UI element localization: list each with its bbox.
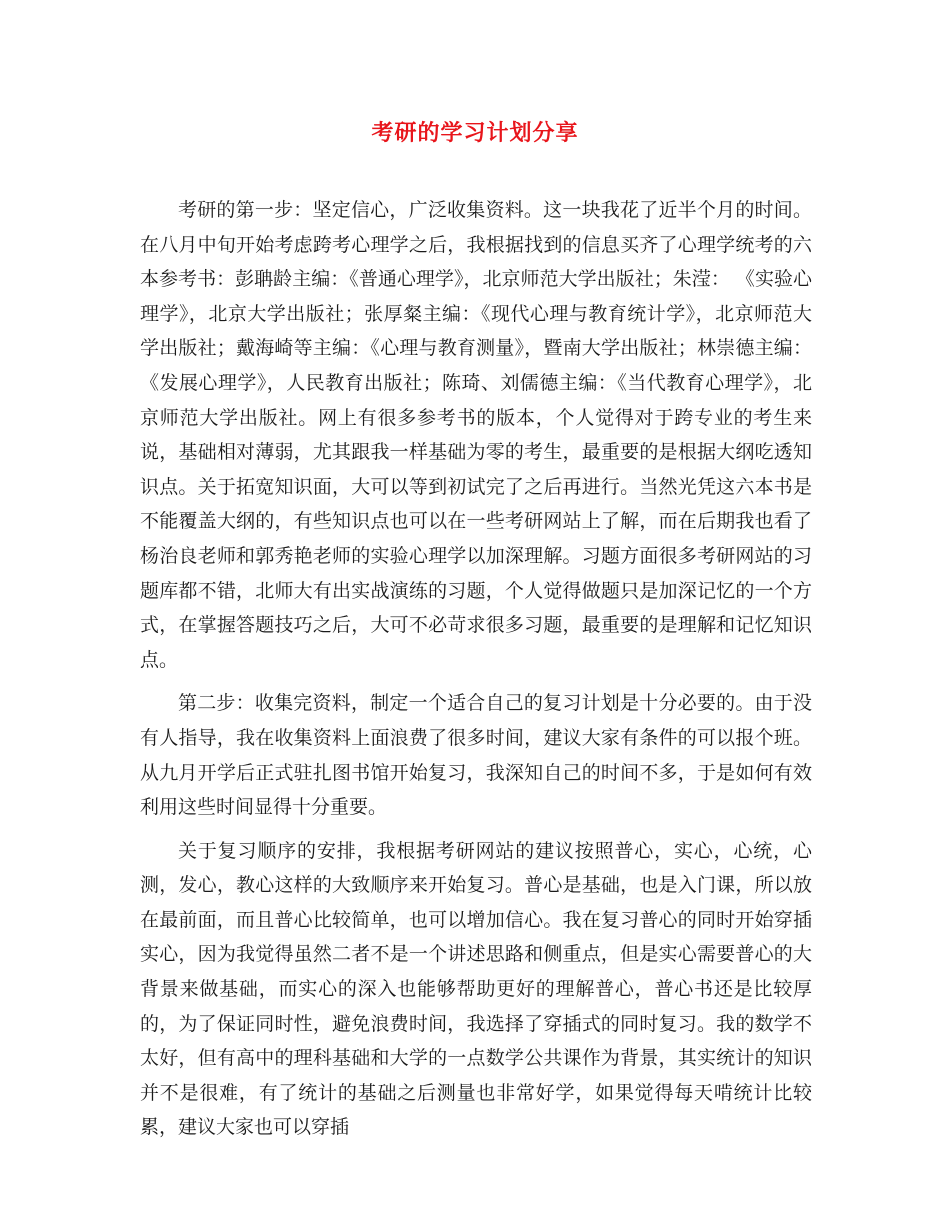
- paragraph-review-order: 关于复习顺序的安排，我根据考研网站的建议按照普心，实心，心统，心测，发心，教心这样的大致顺序来开始复习。普心是基础，也是入门课，所以放在最前面，而且普心比较简单，也可以增加信心。我在复习普心的同时开始穿插实心，因为我觉得虽然二者不是一个讲述思路和侧重点，但是实心需要普心的大背景来做基础，而实心的深入也能够帮助更好的理解普心，普心书还是比较厚的，为了保证同时性，避免浪费时间，我选择了穿插式的同时复习。我的数学不太好，但有高中的理科基础和大学的一点数学公共课作为背景，其实统计的知识并不是很难，有了统计的基础之后测量也非常好学，如果觉得每天啃统计比较累，建议大家也可以穿插: [140, 839, 812, 1139]
- document-title: 考研的学习计划分享: [371, 121, 579, 146]
- paragraph-step-one: 考研的第一步：坚定信心，广泛收集资料。这一块我花了近半个月的时间。在八月中旬开始考虑跨考心理学之后，我根据找到的信息买齐了心理学统考的六本参考书：彭聃龄主编：《普通心理学》，北京师范大学出版社；朱滢： 《实验心理学》，北京大学出版社；张厚粲主编：《现代心理与教育统计学》，北京师范大学出版社；戴海崎等主编：《心理与教育测量》，暨南大学出版社；林崇德主编：《发展心理学》，人民教育出版社；陈琦、刘儒德主编：《当代教育心理学》，北京师范大学出版社。网上有很多参考书的版本，个人觉得对于跨专业的考生来说，基础相对薄弱，尤其跟我一样基础为零的考生，最重要的是根据大纲吃透知识点。关于拓宽知识面，大可以等到初试完了之后再进行。当然光凭这六本书是不能覆盖大纲的，有些知识点也可以在一些考研网站上了解，而在后期我也看了杨治良老师和郭秀艳老师的实验心理学以加深理解。习题方面很多考研网站的习题库都不错，北师大有出实战演练的习题，个人觉得做题只是加深记忆的一个方式，在掌握答题技巧之后，大可不必苛求很多习题，最重要的是理解和记忆知识点。: [140, 199, 812, 671]
- document-body: [140, 193, 812, 1145]
- paragraph-step-two: 第二步：收集完资料，制定一个适合自己的复习计划是十分必要的。由于没有人指导，我在收集资料上面浪费了很多时间，建议大家有条件的可以报个班。从九月开学后正式驻扎图书馆开始复习，我深知自己的时间不多，于是如何有效利用这些时间显得十分重要。: [140, 692, 812, 819]
